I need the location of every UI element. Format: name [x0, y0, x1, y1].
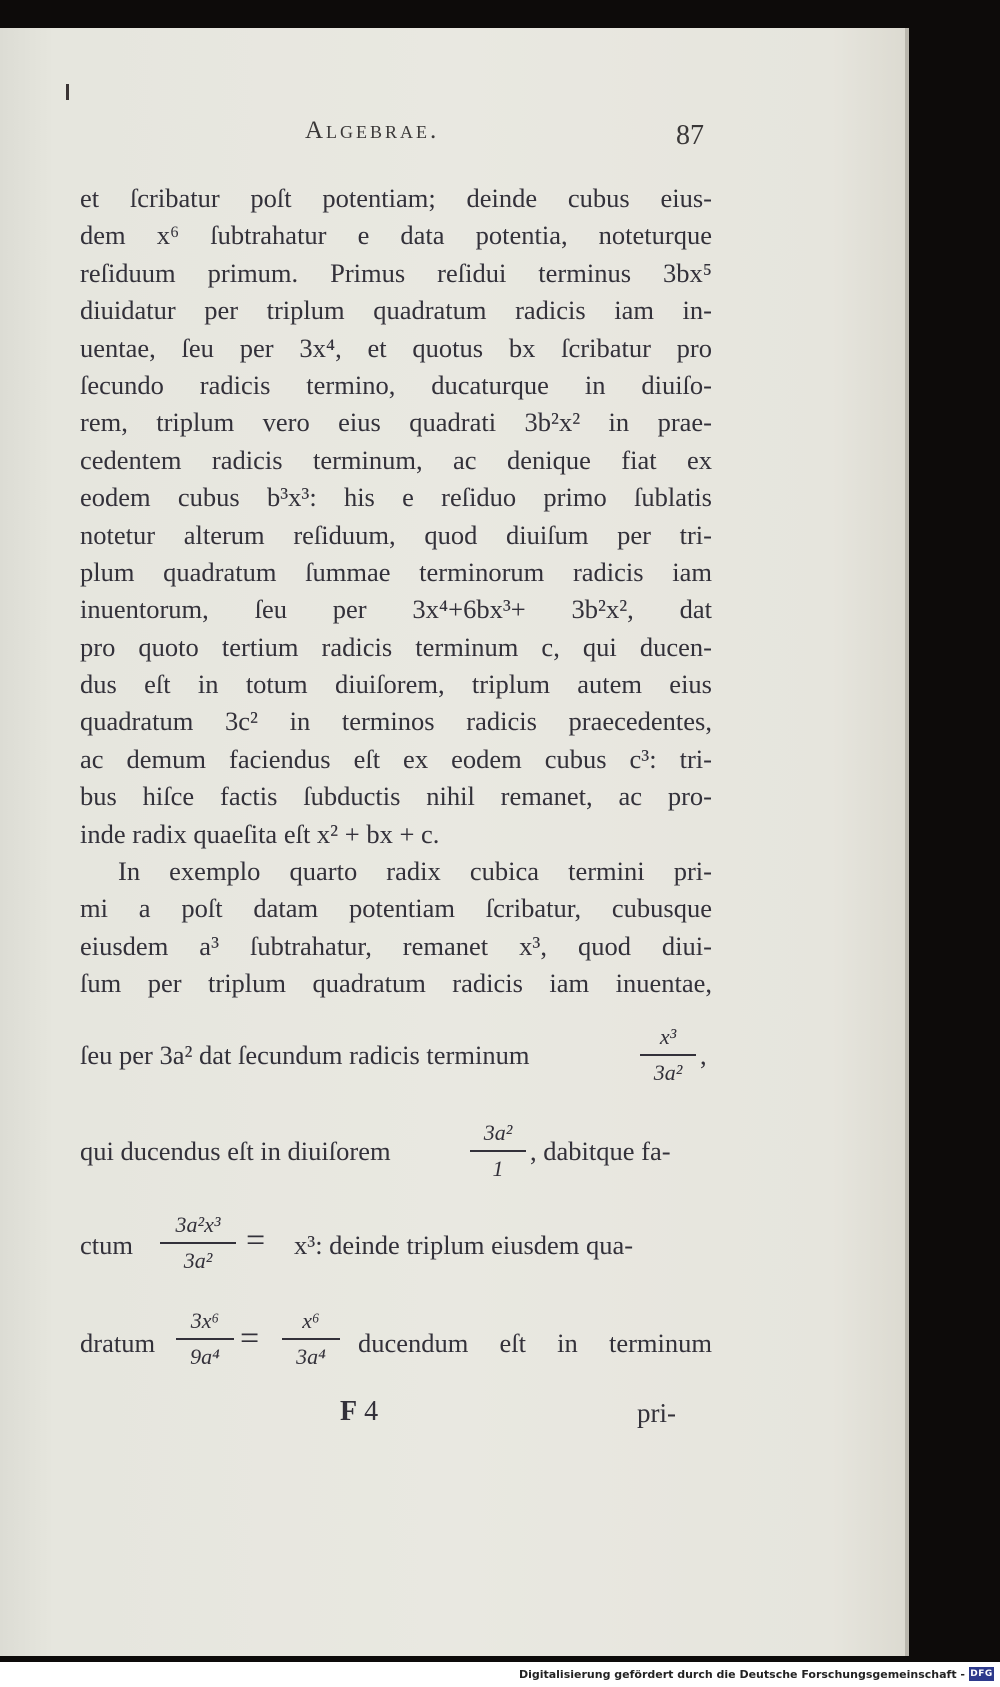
- text-line: ac demum faciendus eſt ex eodem cubus c³: tri-: [80, 743, 712, 774]
- dfg-logo: DFG: [970, 1669, 993, 1679]
- formula-text-after: , dabitque fa-: [530, 1136, 671, 1166]
- fraction-denominator: 3a⁴: [296, 1344, 326, 1369]
- text-line: bus hiſce factis ſubductis nihil remanet, ac pro-: [80, 781, 712, 812]
- signature-number: 4: [364, 1396, 379, 1427]
- fraction-numerator: x³: [659, 1024, 677, 1049]
- signature-mark: [340, 1396, 378, 1428]
- fraction-3x6-over-9a4: [176, 1306, 234, 1372]
- body-text: [80, 180, 712, 1003]
- fraction-bar: [176, 1338, 234, 1340]
- running-head: Algebrae.: [305, 117, 440, 144]
- text-line: uentae, ſeu per 3x⁴, et quotus bx ſcribatur pro: [80, 332, 712, 363]
- fraction-numerator: x⁶: [302, 1308, 320, 1333]
- formula-punctuation: ,: [700, 1040, 707, 1070]
- formula-text: ctum: [80, 1230, 133, 1260]
- text-line: inde radix quaeſita eſt x² + bx + c.: [80, 818, 440, 849]
- fraction-denominator: 3a²: [183, 1248, 213, 1273]
- formula-text-after: x³: deinde triplum eiusdem qua-: [294, 1230, 634, 1260]
- page-edge: [905, 28, 909, 1656]
- formula-text: ſeu per 3a² dat ſecundum radicis terminum: [80, 1040, 530, 1070]
- formula-line-3: [80, 1230, 133, 1261]
- fraction-x3-over-3a2: [640, 1022, 696, 1088]
- text-line: diuidatur per triplum quadratum radicis iam in-: [80, 295, 712, 326]
- text-line: dem x⁶ ſubtrahatur e data potentia, noteturque: [80, 220, 712, 251]
- equals-sign: =: [246, 1222, 266, 1259]
- text-line: quadratum 3c² in terminos radicis praecedentes,: [80, 706, 712, 737]
- formula-line-4: [80, 1328, 155, 1359]
- text-line: ſum per triplum quadratum radicis iam inuentae,: [80, 968, 712, 999]
- fraction-denominator: 1: [492, 1156, 504, 1181]
- text-line: mi a poſt datam potentiam ſcribatur, cubusque: [80, 893, 712, 924]
- text-line: notetur alterum reſiduum, quod diuiſum per tri-: [80, 519, 712, 550]
- text-line: plum quadratum ſummae terminorum radicis iam: [80, 556, 712, 587]
- text-line: dus eſt in totum diuiſorem, triplum autem eius: [80, 669, 712, 700]
- fraction-numerator: 3a²: [483, 1120, 513, 1145]
- fraction-numerator: 3x⁶: [190, 1308, 220, 1333]
- fraction-3a2-over-1: [470, 1118, 526, 1184]
- equals-sign: =: [240, 1320, 260, 1357]
- text-line: ſecundo radicis termino, ducaturque in diuiſo-: [80, 369, 712, 400]
- fraction-3a2x3-over-3a2: [160, 1210, 236, 1276]
- signature-letter: F: [340, 1396, 358, 1427]
- text-line: rem, triplum vero eius quadrati 3b²x² in prae-: [80, 407, 712, 438]
- paragraph-start-line: In exemplo quarto radix cubica termini pri-: [118, 856, 712, 887]
- digitization-credit: [519, 1664, 994, 1684]
- text-line: eodem cubus b³x³: his e reſiduo primo ſublatis: [80, 482, 712, 513]
- fraction-bar: [640, 1054, 696, 1056]
- fraction-bar: [160, 1242, 236, 1244]
- fraction-bar: [282, 1338, 340, 1340]
- text-line: eiusdem a³ ſubtrahatur, remanet x³, quod diui-: [80, 930, 712, 961]
- formula-line-1: [80, 1040, 529, 1071]
- text-line: pro quoto tertium radicis terminum c, qui ducen-: [80, 631, 712, 662]
- text-line: cedentem radicis terminum, ac denique fiat ex: [80, 444, 712, 475]
- fraction-bar: [470, 1150, 526, 1152]
- fraction-denominator: 9a⁴: [190, 1344, 220, 1369]
- margin-mark: [66, 84, 69, 100]
- text-line: reſiduum primum. Primus reſidui terminus 3bx⁵: [80, 257, 712, 288]
- catchword: pri-: [637, 1398, 676, 1428]
- credit-text: Digitalisierung gefördert durch die Deutsche Forschungsgemeinschaft -: [518, 1667, 965, 1681]
- fraction-numerator: 3a²x³: [175, 1212, 221, 1237]
- formula-text: qui ducendus eſt in diuiſorem: [80, 1136, 391, 1166]
- fraction-denominator: 3a²: [653, 1060, 683, 1085]
- formula-text: dratum: [80, 1328, 156, 1358]
- fraction-x6-over-3a4: [282, 1306, 340, 1372]
- formula-text-after: ducendum eſt in terminum: [358, 1328, 712, 1358]
- text-line: inuentorum, ſeu per 3x⁴+6bx³+ 3b²x², dat: [80, 594, 712, 625]
- page-number: 87: [676, 120, 704, 151]
- formula-line-2: [80, 1136, 391, 1167]
- text-line: et ſcribatur poſt potentiam; deinde cubus eius-: [80, 183, 712, 213]
